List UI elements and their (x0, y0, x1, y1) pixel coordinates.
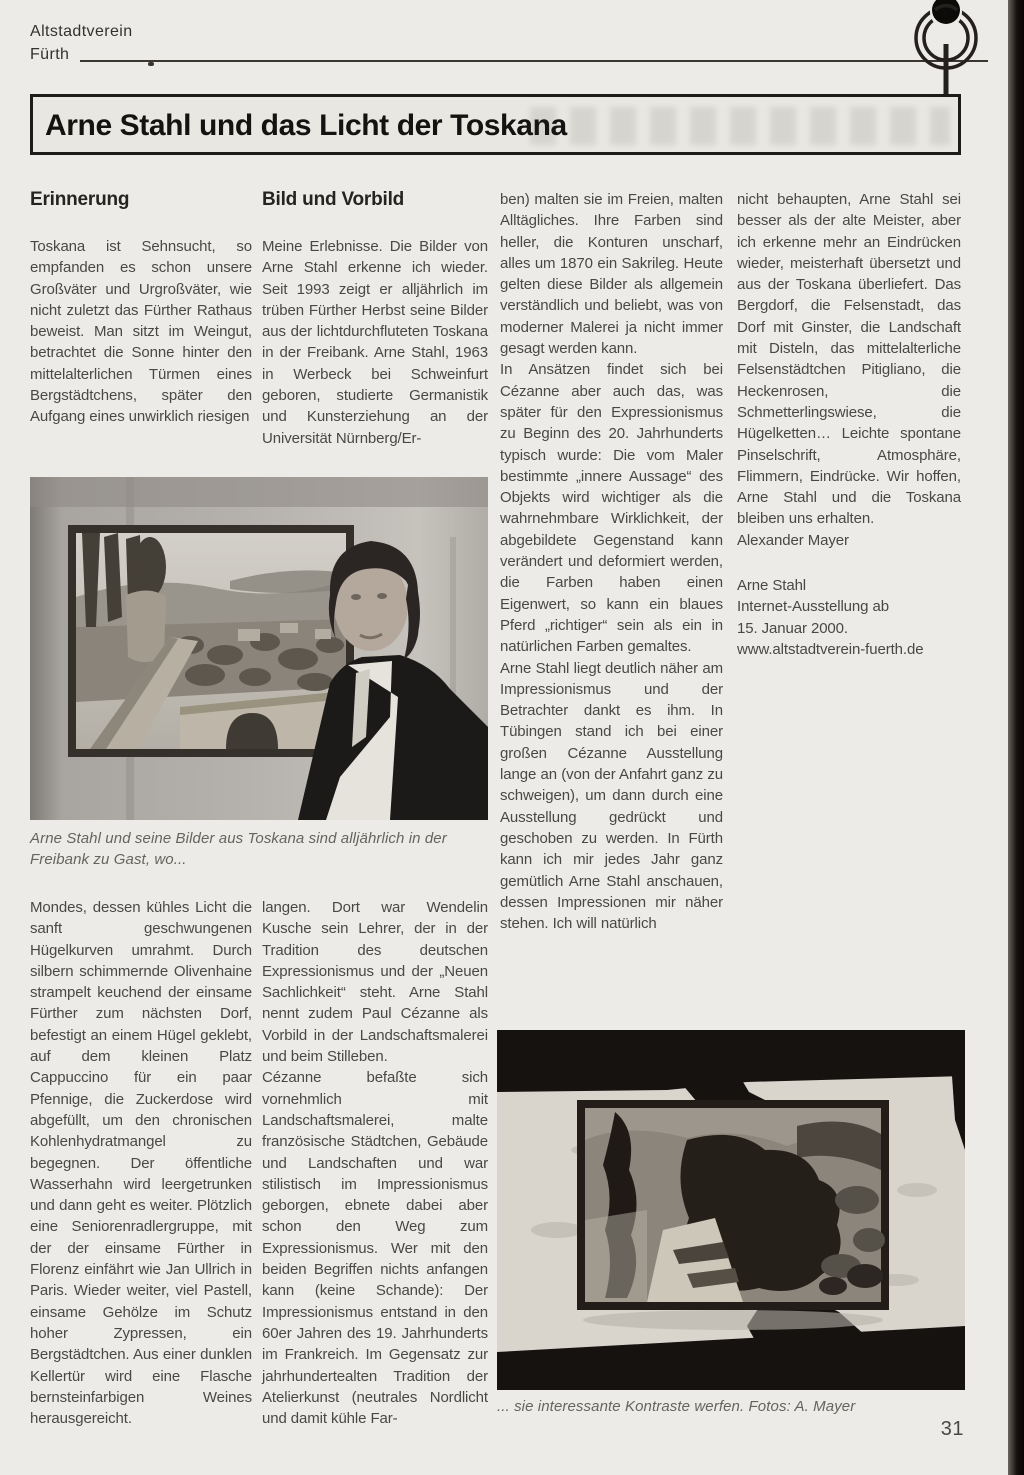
header-rule-tick (148, 62, 154, 66)
column1-bottom (30, 897, 252, 1429)
column1-top (30, 190, 252, 428)
column3 (500, 189, 723, 934)
column2-top (262, 190, 488, 449)
col1-paragraph-top: Toskana ist Sehnsucht, so empfanden es schon unsere Großväter und Urgroßväter, wie nicht zuletzt das Fürther Rathaus beweist. Man sitzt im Weingut, betrachtet die Sonne hinter den mittelalterlichen Türmen eines Bergstädtchens, später den Aufgang eines unwirklich riesigen (30, 238, 252, 426)
col1-paragraph-bottom: Mondes, dessen kühles Licht die sanft geschwungenen Hügelkurven umrahmt. Durch silbern schimmernde Olivenhaine strampelt keuchend der einsame Fürther zum nächsten Dorf, befestigt an einem Hügel geklebt, auf dem kleinen Platz Cappuccino für ein paar Pfennige, die Zuckerdose wird abgefüllt, um den chronischen Kohlenhydratmangel zu begegnen. Der öffentliche Wasserhahn wird leergetrunken und dann geht es weiter. Plötzlich eine Seniorenradlergruppe, mit der der einsame Fürther in Florenz einfährt wie Jan Ullrich in Paris. Wieder weiter, viel Pastell, einsame Gehölze im Schutz hoher Zypressen, ein Bergstädtchen. Aus einer dunklen Kellertür wird eine Flasche bernsteinfarbigen Weines herausgereicht. (30, 899, 252, 1428)
photo2-caption: ... sie interessante Kontraste werfen. Fotos: A. Mayer (497, 1398, 856, 1415)
painting-dark-landscape (577, 1100, 889, 1310)
exhibition-info (737, 575, 961, 660)
painting-toskana-landscape (68, 525, 354, 757)
exhibition-info-line: Internet-Ausstellung ab (737, 598, 889, 616)
page-number: 31 (940, 1418, 964, 1440)
photo-painting-on-timbered-wall (497, 1030, 965, 1390)
exhibition-website: www.altstadtverein-fuerth.de (737, 640, 924, 658)
altstadtverein-flower-icon (905, 0, 987, 98)
col3-paragraph-3: Arne Stahl liegt deutlich näher am Impressionismus und der Betrachter dankt es ihm. In Tübingen stand ich bei einer großen Cézanne Ausstellung lange an (von der Anfahrt ganz zu schweigen), um dann durch eine Ausstellung gedrückt und geschoben zu werden. In Fürth kann ich mir jedes Jahr ganz gemütlich Arne Stahl anschauen, dessen Impressionen mir näher stehen. Ich will natürlich (500, 659, 723, 933)
column2-bottom (262, 897, 488, 1429)
title-ghost-showthrough (530, 107, 950, 145)
exhibition-info-line: 15. Januar 2000. (737, 619, 848, 637)
scan-edge-shadow (1008, 0, 1024, 1475)
article-title: Arne Stahl und das Licht der Toskana (45, 109, 567, 142)
column4 (737, 189, 961, 660)
col3-paragraph-2: In Ansätzen findet sich bei Cézanne aber auch das, was später für den Expressionismus zu Beginn des 20. Jahrhunderts typisch wurde: Die vom Maler bestimmte „innere Aussage“ des Objekts wird wichtiger als die wahrnehmbare Wirklichkeit, der abgebildete Gegenstand kann verändert und deformiert werden, die Farben haben einen Eigenwert, so kann ein blaues Pferd „richtiger“ sein als ein in natürlichen Farben gemaltes. (500, 361, 723, 656)
header-rule (80, 60, 988, 62)
col2-paragraph-top: Meine Erlebnisse. Die Bilder von Arne Stahl erkenne ich wieder. Seit 1993 zeigt er alljährlich im trüben Fürther Herbst seine Bilder aus der lichtdurchfluteten Toskana in der Freibank. Arne Stahl, 1963 in Werbeck bei Schweinfurt geboren, studierte Germanistik und Kunsterziehung an der Universität Nürnberg/Er- (262, 238, 488, 447)
author-name: Alexander Mayer (737, 531, 849, 549)
photo-arne-stahl-with-painting (30, 477, 488, 820)
photo1-caption: Arne Stahl und seine Bilder aus Toskana sind alljährlich in der Freibank zu Gast, wo... (30, 830, 447, 868)
article-title-box (30, 94, 961, 155)
col3-paragraph-1: ben) malten sie im Freien, malten Alltägliches. Ihre Farben sind heller, die Konturen unscharf, alles um 1870 ein Sakrileg. Heute gelten diese Bilder als allgemein verständlich und beliebt, was von moderner Malerei ja nicht immer gesagt werden kann. (500, 191, 723, 358)
masthead-line2: Fürth (30, 46, 70, 63)
masthead-line1: Altstadtverein (30, 23, 133, 40)
col4-paragraph: nicht behaupten, Arne Stahl sei besser als der alte Meister, aber ich erkenne mehr an Eindrücken wieder, meisterhaft übersetzt und aus der Toskana überliefert. Das Bergdorf, die Felsenstadt, das Dorf mit Ginster, die Landschaft mit Disteln, das mittelalterliche Felsenstädtchen Pitigliano, die Heckenrosen, die Schmetterlingswiese, die Hügelketten… Leichte spontane Pinselschrift, Atmosphäre, Flimmern, Eindrücke. Wir hoffen, Arne Stahl und die Toskana bleiben uns erhalten. (737, 191, 961, 528)
col2-paragraph-bottom-2: Cézanne befaßte sich vornehmlich mit Landschaftsmalerei, malte französische Städtchen, Gebäude und Landschaften und war stilistisch im Impressionismus geborgen, ebnete dabei aber schon den Weg zum Expressionismus. Wer mit den beiden Begriffen nichts anfangen kann (keine Schande): Der Impressionismus entstand in den 60er Jahren des 19. Jahrhunderts im Frankreich. Im Gegensatz zur jahrhundertealten Tradition der Atelierkunst (neutrales Nordlicht und damit kühle Far- (262, 1069, 488, 1428)
exhibition-info-line: Arne Stahl (737, 577, 807, 595)
col2-paragraph-bottom-1: langen. Dort war Wendelin Kusche sein Lehrer, der in der Tradition des deutschen Expressionismus und der „Neuen Sachlichkeit“ steht. Arne Stahl nennt zudem Paul Cézanne als Vorbild in der Landschaftsmalerei und beim Stilleben. (262, 899, 488, 1066)
heading-erinnerung: Erinnerung (30, 189, 130, 210)
heading-bild-und-vorbild: Bild und Vorbild (262, 189, 405, 210)
